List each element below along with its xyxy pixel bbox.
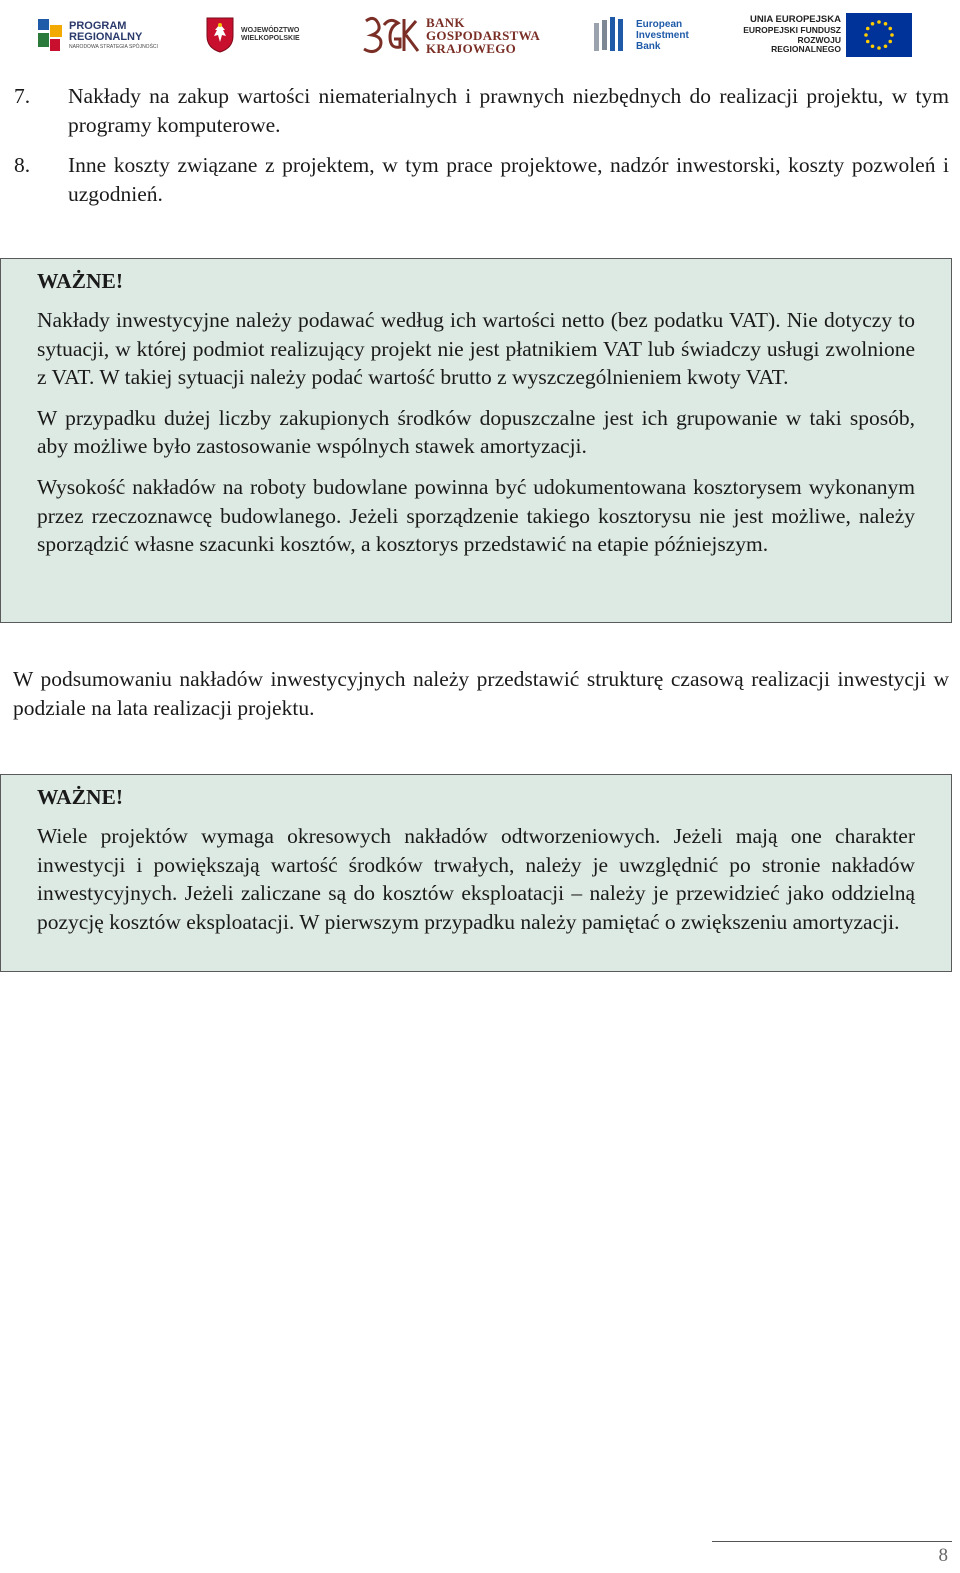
note-paragraph: Wysokość nakładów na roboty budowlane powinna być udokumentowana kosztorysem wykonanym przez rzeczoznawcę budowlanego. Jeżeli sporządzenie takiego kosztorysu nie jest możliwe, należy sporządzić własne szacunki kosztów, a kosztorys przedstawić na etapie późniejszym.: [37, 474, 915, 557]
eu-star-icon: [888, 40, 892, 44]
program-regionalny-emblem-icon: [36, 15, 64, 55]
eu-star-icon: [877, 46, 881, 50]
eib-logo: [592, 10, 702, 60]
page-number: 8: [938, 1545, 948, 1566]
eib-line3: Bank: [636, 40, 661, 52]
eu-star-icon: [871, 22, 875, 26]
eu-line1: UNIA EUROPEJSKA: [750, 13, 841, 25]
bgk-logo: [360, 10, 545, 60]
coat-of-arms-icon: [205, 16, 235, 54]
program-regionalny-logo: [36, 10, 168, 60]
list-item-number: 8.: [14, 153, 31, 177]
summary-paragraph: W podsumowaniu nakładów inwestycyjnych należy przedstawić strukturę czasową realizacji inwestycji w podziale na lata realizacji projektu.: [13, 667, 949, 720]
bgk-line1: BANK: [426, 14, 465, 30]
note-paragraph: W przypadku dużej liczby zakupionych środków dopuszczalne jest ich grupowanie w taki sposób, aby możliwe było zastosowanie wspólnych stawek amortyzacji.: [37, 405, 915, 459]
program-regionalny-line2: REGIONALNY: [69, 30, 143, 43]
cost-list: [14, 82, 949, 220]
eu-star-icon: [877, 20, 881, 24]
eib-bars-icon: [592, 15, 630, 55]
important-note-box: [0, 774, 952, 972]
note-heading: WAŻNE!: [37, 785, 124, 809]
note-heading: WAŻNE!: [37, 269, 124, 293]
important-note-box: [0, 258, 952, 623]
bgk-line3: KRAJOWEGO: [426, 40, 517, 56]
bgk-line2: GOSPODARSTWA: [426, 27, 541, 43]
eib-line2: Investment: [636, 29, 689, 41]
eu-star-icon: [866, 40, 870, 44]
eu-logo: [737, 10, 912, 60]
list-item-text: Nakłady na zakup wartości niematerialnych i prawnych niezbędnych do realizacji projektu, w tym programy komputerowe.: [68, 84, 949, 137]
list-item-number: 7.: [14, 84, 31, 108]
wojewodztwo-line2: WIELKOPOLSKIE: [241, 35, 300, 42]
eu-star-icon: [890, 33, 894, 37]
eu-line3: ROZWOJU REGIONALNEGO: [771, 34, 841, 55]
program-regionalny-line1: PROGRAM: [69, 19, 127, 32]
wojewodztwo-line1: WOJEWÓDZTWO: [241, 26, 300, 34]
list-item-text: Inne koszty związane z projektem, w tym prace projektowe, nadzór inwestorski, koszty pozwoleń i uzgodnień.: [68, 153, 949, 206]
eu-star-icon: [871, 44, 875, 48]
list-item: [14, 82, 949, 139]
note-paragraph: Wiele projektów wymaga okresowych nakładów odtworzeniowych. Jeżeli mają one charakter inwestycji i powiększają wartość środków trwałych, należy je uwzględnić po stronie nakładów inwestycyjnych. Jeżeli zaliczane są do kosztów eksploatacji – należy je przewidzieć jako oddzielną pozycję kosztów eksploatacji. W pierwszym przypadku należy pamiętać o zwiększeniu amortyzacji.: [37, 824, 915, 934]
bgk-monogram-icon: [360, 13, 422, 57]
eu-line2: EUROPEJSKI FUNDUSZ: [743, 24, 841, 35]
eib-line1: European: [636, 18, 683, 30]
eu-star-icon: [884, 22, 888, 26]
list-item: [14, 151, 949, 208]
eu-star-icon: [866, 27, 870, 31]
eu-flag-icon: [846, 13, 912, 57]
wojewodztwo-logo: [205, 10, 315, 60]
eu-star-icon: [888, 27, 892, 31]
eu-star-icon: [884, 44, 888, 48]
header-logos: [0, 10, 960, 60]
eu-star-icon: [864, 33, 868, 37]
program-regionalny-line3: NARODOWA STRATEGIA SPÓJNOŚCI: [69, 43, 158, 50]
note-paragraph: Nakłady inwestycyjne należy podawać według ich wartości netto (bez podatku VAT). Nie dotyczy to sytuacji, w której podmiot realizujący projekt nie jest płatnikiem VAT lub świadczy usługi zwolnione z VAT. W takiej sytuacji należy podać wartość brutto z wyszczególnieniem kwoty VAT.: [37, 308, 915, 390]
footer-rule: [712, 1541, 952, 1542]
